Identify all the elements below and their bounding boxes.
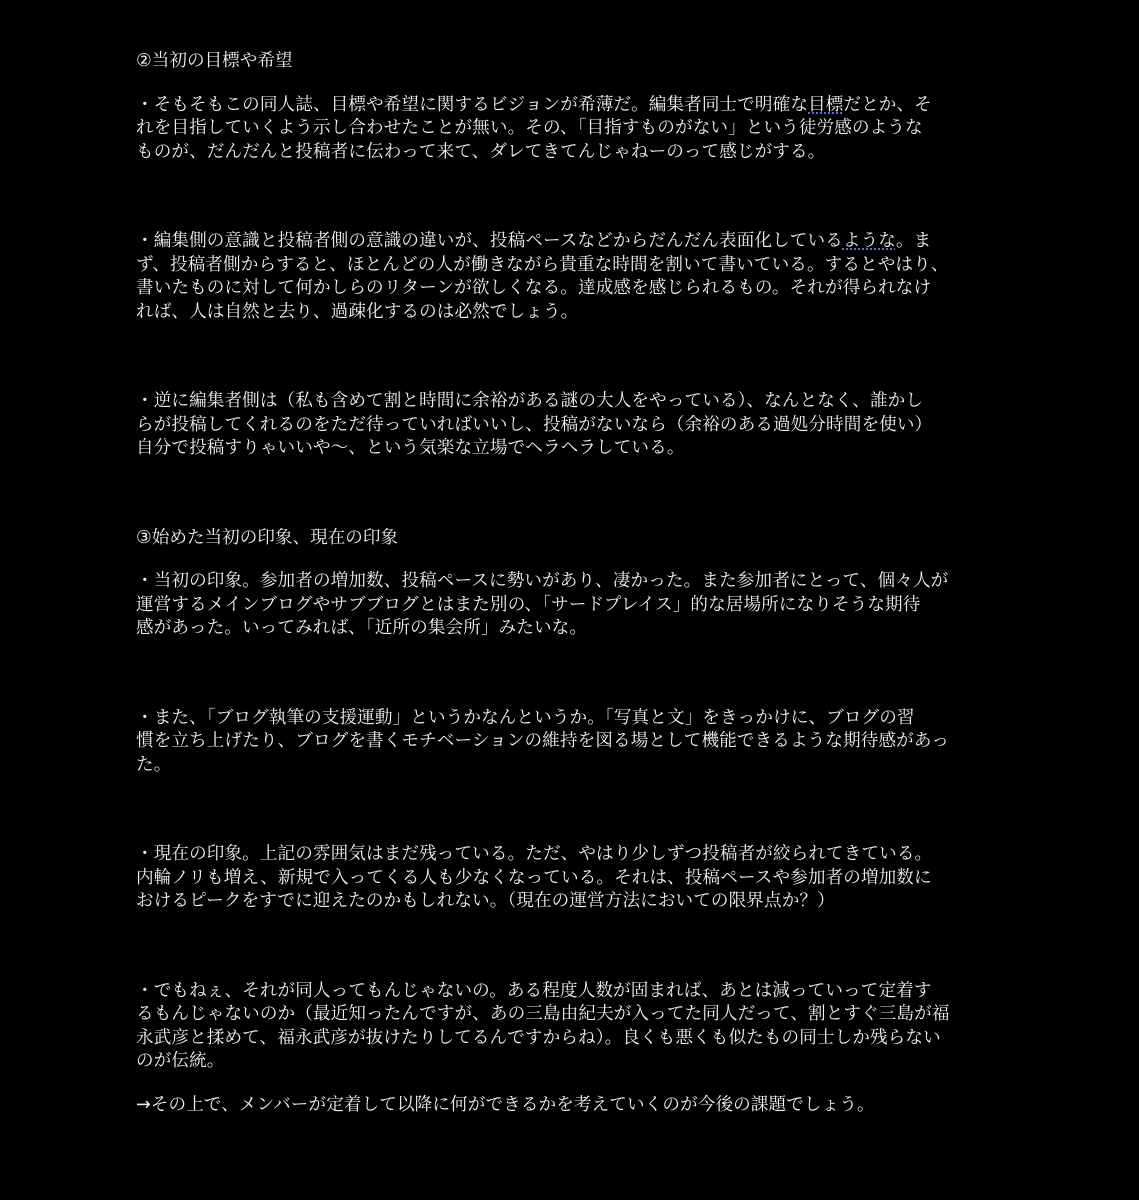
paragraph xyxy=(136,843,1004,914)
dotted-underline-word: ような xyxy=(842,231,896,251)
paragraph xyxy=(136,570,1004,641)
section-heading: ②当初の目標や希望 xyxy=(136,51,293,71)
paragraph-line: のが伝統。 xyxy=(136,1051,225,1071)
paragraph xyxy=(136,1094,1004,1118)
paragraph-line: 内輪ノリも増え、新規で入ってくる人も少なくなっている。それは、投稿ペースや参加者の増加数に xyxy=(136,867,932,888)
paragraph-line: →その上で、メンバーが定着して以降に何ができるかを考えていくのが今後の課題でしょう。 xyxy=(136,1094,875,1115)
paragraph-line: るもんじゃないのか（最近知ったんですが、あの三島由紀夫が入ってた同人だって、割とすぐ三島が福 xyxy=(136,1004,950,1024)
paragraph-line: 慣を立ち上げたり、ブログを書くモチベーションの維持を図る場として機能できるような期待感があっ xyxy=(136,731,950,751)
paragraph-line: ・当初の印象。参加者の増加数、投稿ペースに勢いがあり、凄かった。また参加者にとって、個々人が xyxy=(136,571,949,591)
paragraph-line: た。 xyxy=(136,754,172,775)
paragraph xyxy=(136,980,1004,1074)
paragraph-line: れを目指していくよう示し合わせたことが無い。その、「目指すものがない」という徒労感のような xyxy=(136,118,923,138)
section-heading: ③始めた当初の印象、現在の印象 xyxy=(136,527,399,548)
paragraph-line: 運営するメインブログやサブブログとはまた別の、「サードプレイス」的な居場所になりそうな期待 xyxy=(136,594,921,615)
paragraph-line: ・編集側の意識と投稿者側の意識の違いが、投稿ペースなどからだんだん表面化しているような。ま xyxy=(136,231,932,251)
paragraph xyxy=(136,707,1004,778)
paragraph-line: 書いたものに対して何かしらのリターンが欲しくなる。達成感を感じられるもの。それが得られなけ xyxy=(136,278,932,298)
paragraph-line: れば、人は自然と去り、過疎化するのは必然でしょう。 xyxy=(136,301,579,322)
paragraph-line: ・でもねぇ、それが同人ってもんじゃないの。ある程度人数が固まれば、あとは減っていって定着す xyxy=(136,980,932,1001)
paragraph xyxy=(136,390,1004,461)
paragraph-line: 永武彦と揉めて、福永武彦が抜けたりしてるんですからね）。良くも悪くも似たもの同士しか残らない xyxy=(136,1027,941,1048)
paragraph-line: ・逆に編集者側は（私も含めて割と時間に余裕がある謎の大人をやっている）、なんとなく、誰かし xyxy=(136,391,924,411)
paragraph-line: ・そもそもこの同人誌、目標や希望に関するビジョンが希薄だ。編集者同士で明確な目標だとか、そ xyxy=(136,94,932,115)
paragraph-line: ・現在の印象。上記の雰囲気はまだ残っている。ただ、やはり少しずつ投稿者が絞られてきている。 xyxy=(136,844,933,864)
dotted-underline-word: 目標 xyxy=(808,94,844,115)
paragraph xyxy=(136,94,1004,165)
paragraph-line: 感があった。いってみれば、「近所の集会所」みたいな。 xyxy=(136,618,588,638)
paragraph xyxy=(136,230,1004,324)
paragraph-line: ・また、「ブログ執筆の支援運動」というかなんというか。「写真と文」をきっかけに、ブログの習 xyxy=(136,707,915,728)
paragraph-line: おけるピークをすでに迎えたのかもしれない。（現在の運営方法においての限界点か？） xyxy=(136,891,835,911)
document-body xyxy=(136,50,1004,1117)
paragraph-line: ものが、だんだんと投稿者に伝わって来て、ダレてきてんじゃねーのって感じがする。 xyxy=(136,141,826,162)
paragraph-line: 自分で投稿すりゃいいや〜、という気楽な立場でヘラヘラしている。 xyxy=(136,438,685,458)
paragraph-line: らが投稿してくれるのをただ待っていればいいし、投稿がないなら（余裕のある過処分時間を使い） xyxy=(136,414,933,435)
paragraph-line: ず、投稿者側からすると、ほとんどの人が働きながら貴重な時間を割いて書いている。するとやはり、 xyxy=(136,254,949,275)
